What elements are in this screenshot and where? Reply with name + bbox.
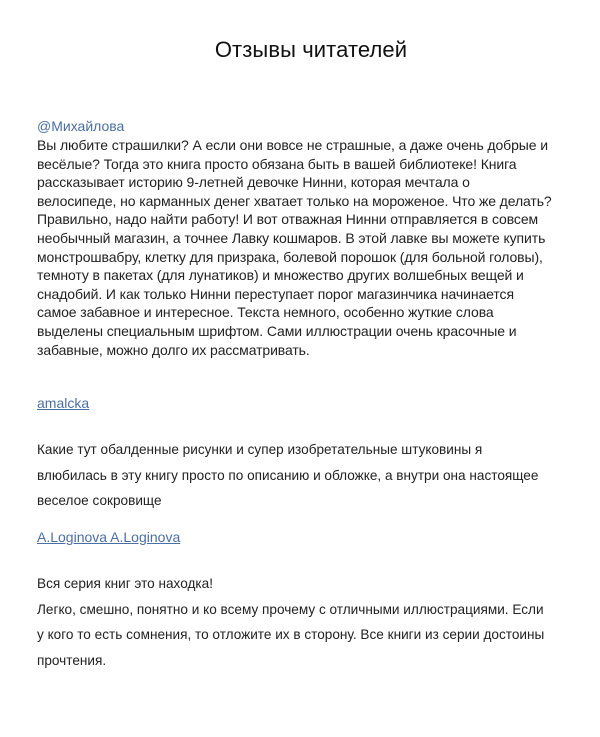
review-item <box>37 393 595 514</box>
review-text: Вы любите страшилки? А если они вовсе не страшные, а даже очень добрые и весёлые? Тогда это книга просто обязана быть в вашей библиотеке! Книга рассказывает историю 9-летней девочке Нинни, которая мечтала о велосипеде, но карманных денег хватает только на мороженое. Что же делать? Правильно, надо найти работу! И вот отважная Нинни отправляется в совсем необычный магазин, а точнее Лавку кошмаров. В этой лавке вы можете купить монстрошвабру, клетку для призрака, болевой порошок (для больной головы), темноту в пакетах (для лунатиков) и множество других волшебных вещей и снадобий. И как только Нинни переступает порог магазинчика начинается самое забавное и интересное. Текста немного, особенно жуткие слова выделены специальным шрифтом. Сами иллюстрации очень красочные и забавные, можно долго их рассматривать. <box>37 137 552 358</box>
review-text: Вся серия книг это находка! Легко, смешно, понятно и ко всему прочему с отличными иллюстрациями. Если у кого то есть сомнения, то отложите их в сторону. Все книги из серии достоины прочтения. <box>37 576 545 668</box>
review-author-link[interactable]: amalcka <box>37 395 90 411</box>
review-text: Какие тут обалденные рисунки и супер изобретательные штуковины я влюбилась в эту книгу просто по описанию и обложке, а внутри она настоящее веселое сокровище <box>37 442 539 508</box>
review-author-link[interactable]: A.Loginova A.Loginova <box>37 529 181 545</box>
review-author-link[interactable]: @Михайлова <box>37 118 125 134</box>
review-item <box>37 116 595 359</box>
review-item <box>37 527 595 673</box>
page-title: Отзывы читателей <box>214 37 408 62</box>
